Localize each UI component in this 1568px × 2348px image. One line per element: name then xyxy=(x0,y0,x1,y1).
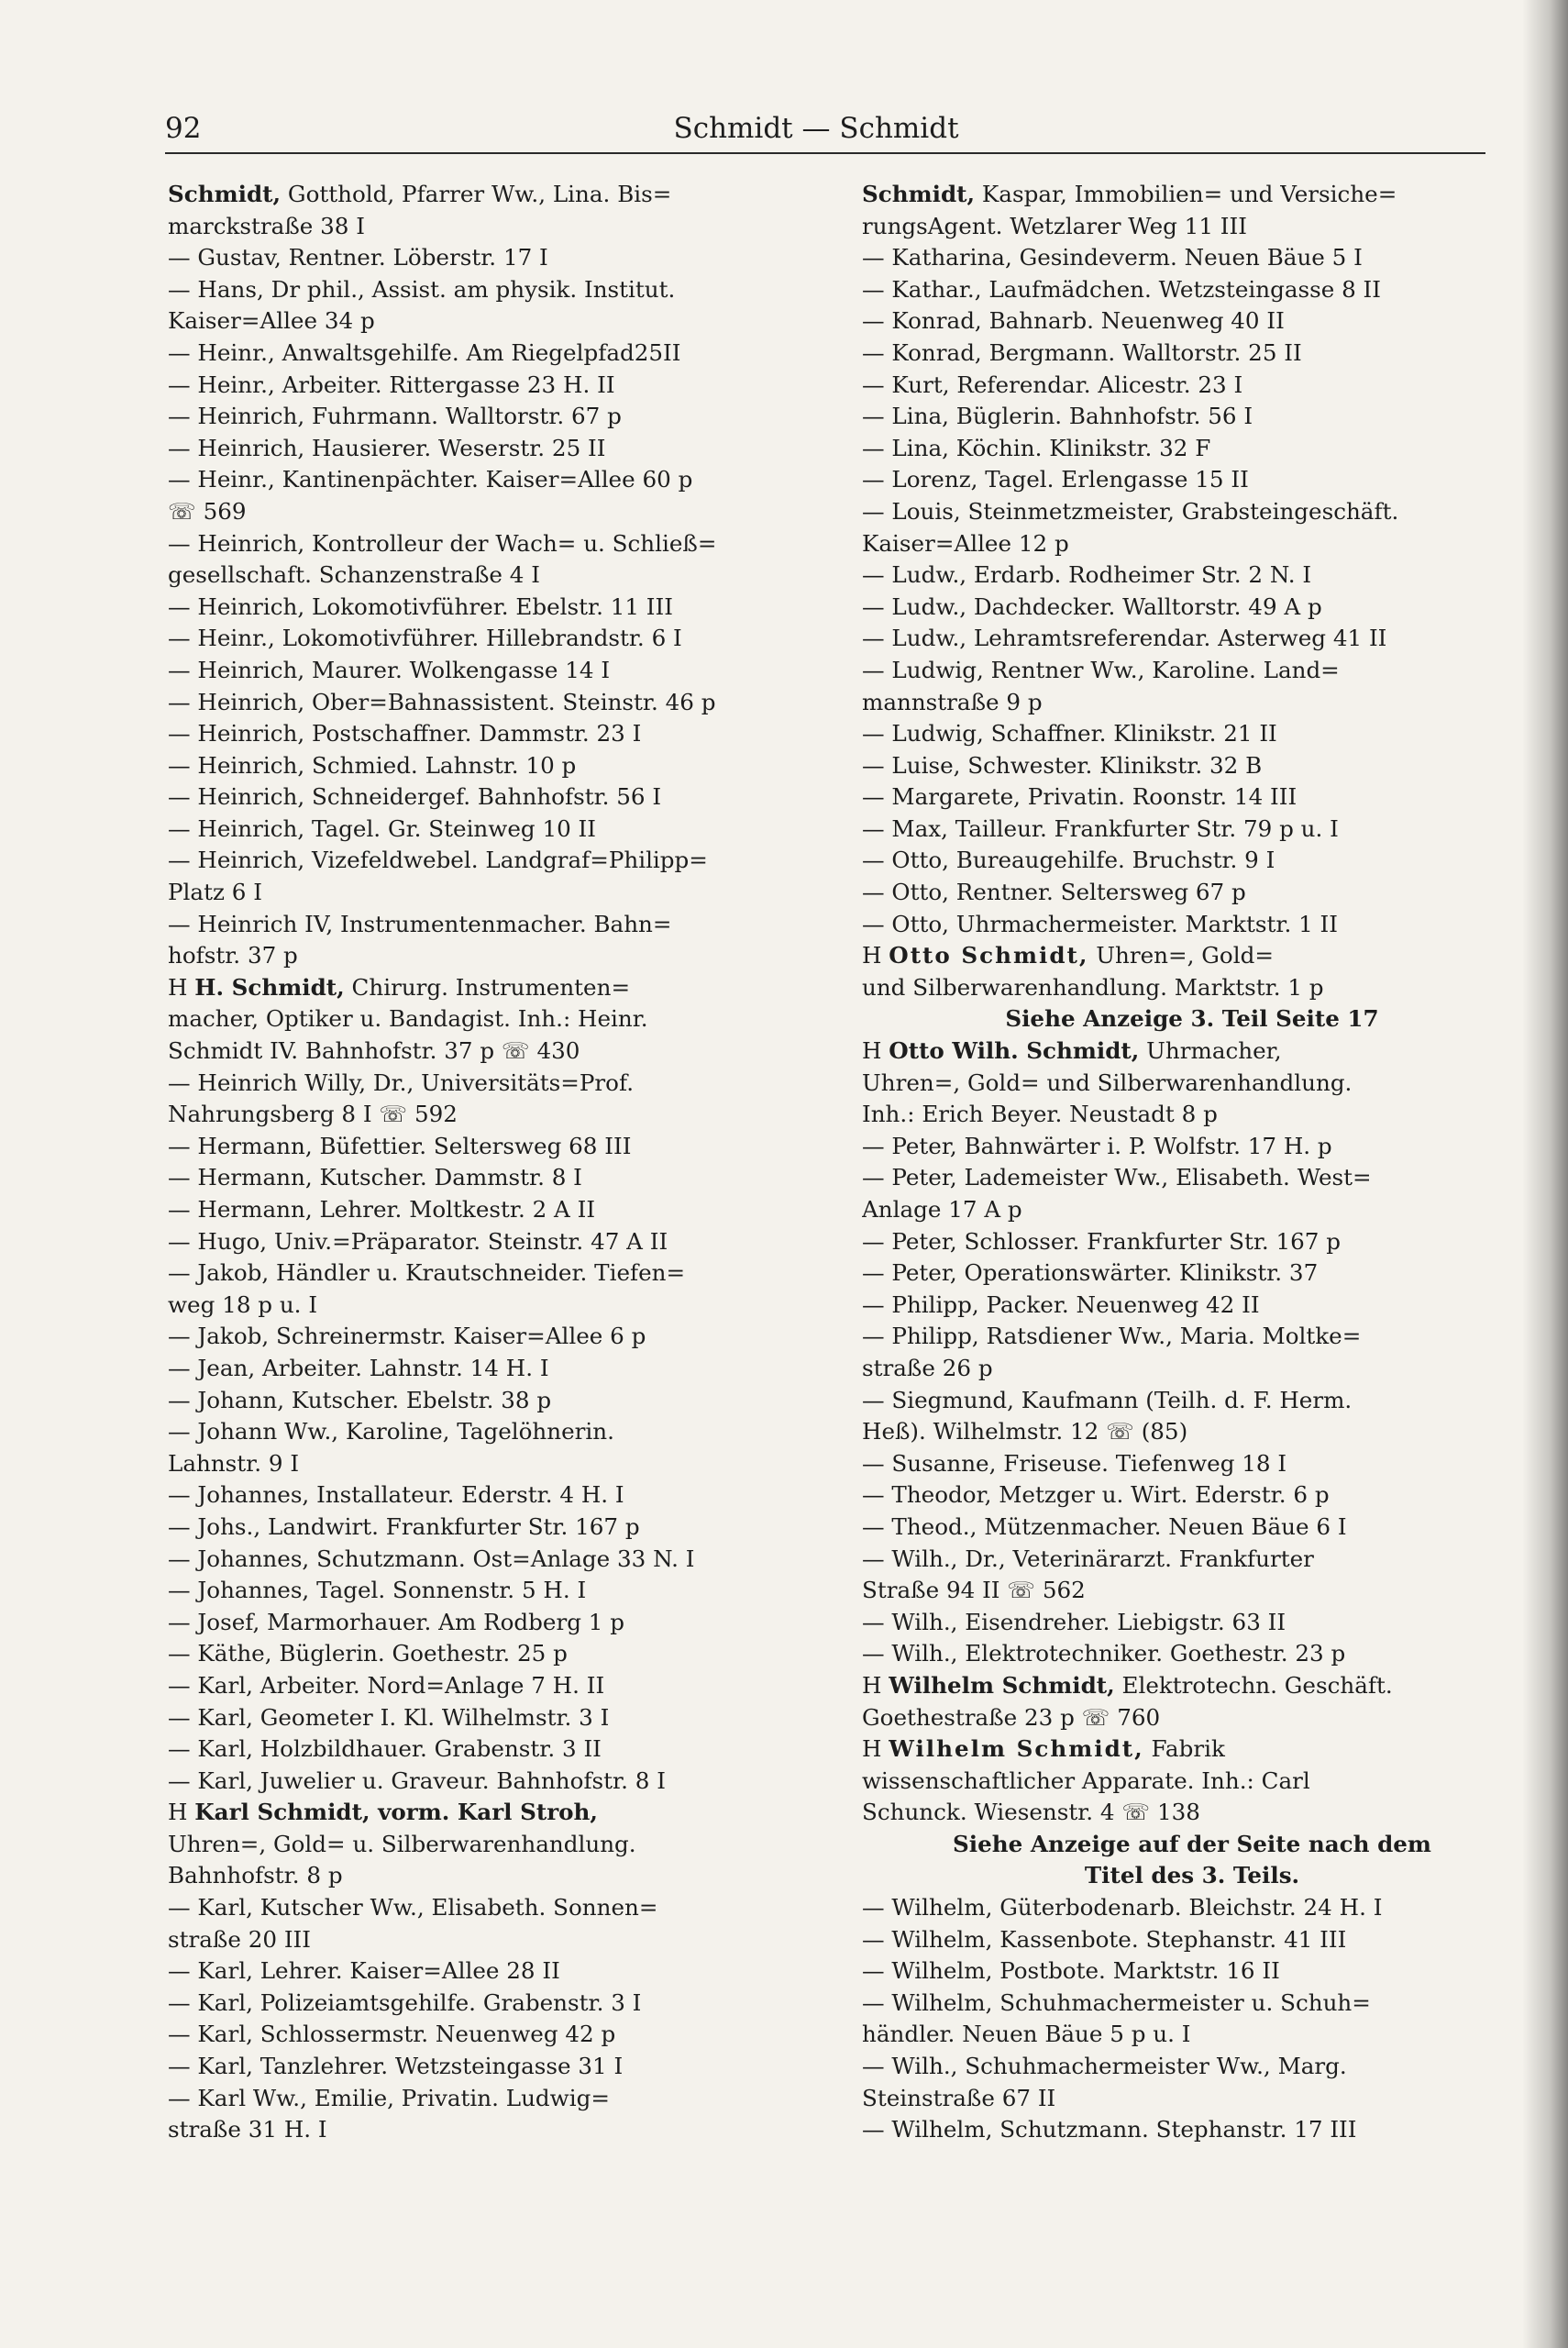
entry-text: — Max, Tailleur. Frankfurter Str. 79 p u. I xyxy=(862,814,1339,842)
entry-text: — Karl, Lehrer. Kaiser=Allee 28 II xyxy=(168,1957,560,1985)
entry-text: und Silberwarenhandlung. Marktstr. 1 p xyxy=(862,973,1324,1001)
entry-text: macher, Optiker u. Bandagist. Inh.: Heinr. xyxy=(168,1005,648,1033)
entry-text: straße 26 p xyxy=(862,1354,993,1381)
directory-entry-line xyxy=(168,1607,810,1639)
directory-entry-line xyxy=(168,1257,810,1290)
directory-entry-line xyxy=(168,1924,810,1956)
entry-text: händler. Neuen Bäue 5 p u. I xyxy=(862,2021,1191,2048)
entry-text: — Karl, Holzbildhauer. Grabenstr. 3 II xyxy=(168,1735,602,1763)
directory-entry-line xyxy=(862,1226,1522,1258)
directory-entry-line xyxy=(168,1290,810,1322)
directory-entry-line xyxy=(168,2051,810,2083)
entry-text: Lahnstr. 9 I xyxy=(168,1449,300,1477)
directory-entry-line xyxy=(168,750,810,782)
entry-text: — Hermann, Lehrer. Moltkestr. 2 A II xyxy=(168,1196,596,1223)
page-number: 92 xyxy=(165,112,202,145)
entry-name-bold: Schmidt, xyxy=(862,181,976,207)
directory-entry-line xyxy=(168,781,810,814)
directory-entry-line xyxy=(862,496,1522,528)
directory-entry-line xyxy=(862,1385,1522,1417)
directory-entry-line xyxy=(168,1068,810,1100)
directory-entry-line xyxy=(862,1575,1522,1607)
entry-text: — Jean, Arbeiter. Lahnstr. 14 H. I xyxy=(168,1354,549,1381)
directory-entry-line xyxy=(168,1162,810,1194)
directory-entry-line xyxy=(862,1860,1522,1892)
directory-entry-line xyxy=(862,1924,1522,1956)
entry-text: — Ludw., Erdarb. Rodheimer Str. 2 N. I xyxy=(862,561,1312,589)
entry-text: Gotthold, Pfarrer Ww., Lina. Bis= xyxy=(281,181,672,207)
entry-text: Kaiser=Allee 12 p xyxy=(862,529,1069,557)
entry-text: hofstr. 37 p xyxy=(168,942,298,969)
directory-entry-line xyxy=(862,718,1522,750)
entry-text: H xyxy=(862,1671,889,1699)
directory-entry-line xyxy=(862,1766,1522,1798)
left-column xyxy=(168,179,810,2146)
entry-text: — Philipp, Ratsdiener Ww., Maria. Moltke= xyxy=(862,1323,1362,1350)
directory-entry-line xyxy=(862,1448,1522,1480)
directory-entry-line xyxy=(862,1702,1522,1734)
directory-entry-line xyxy=(168,1448,810,1480)
entry-text: Uhren=, Gold= und Silberwarenhandlung. xyxy=(862,1069,1353,1096)
directory-entry-line xyxy=(168,655,810,687)
entry-text: Fabrik xyxy=(1143,1735,1225,1763)
directory-entry-line xyxy=(168,909,810,941)
directory-entry-line xyxy=(168,1733,810,1766)
entry-text: — Wilhelm, Schutzmann. Stephanstr. 17 III xyxy=(862,2116,1357,2143)
entry-text: — Karl, Tanzlehrer. Wetzsteingasse 31 I xyxy=(168,2053,624,2080)
entry-text: — Louis, Steinmetzmeister, Grabsteingeschäft. xyxy=(862,497,1399,525)
directory-entry-line xyxy=(862,1194,1522,1226)
entry-text: — Karl, Polizeiamtsgehilfe. Grabenstr. 3 I xyxy=(168,1988,642,2016)
directory-entry-line xyxy=(862,750,1522,782)
directory-entry-line xyxy=(862,1479,1522,1512)
entry-text: — Otto, Uhrmachermeister. Marktstr. 1 II xyxy=(862,910,1338,937)
entry-text: — Heinrich, Schneidergef. Bahnhofstr. 56 I xyxy=(168,783,662,811)
entry-text: — Johs., Landwirt. Frankfurter Str. 167 p xyxy=(168,1512,640,1540)
entry-text: — Karl, Schlossermstr. Neuenweg 42 p xyxy=(168,2021,616,2048)
directory-entry-line xyxy=(862,401,1522,433)
directory-entry-line xyxy=(168,814,810,846)
entry-text: — Kurt, Referendar. Alicestr. 23 I xyxy=(862,371,1243,398)
entry-name-bold: Titel des 3. Teils. xyxy=(1084,1862,1300,1889)
entry-text: — Konrad, Bergmann. Walltorstr. 25 II xyxy=(862,338,1302,366)
entry-text: H xyxy=(168,973,195,1001)
directory-entry-line xyxy=(862,1290,1522,1322)
directory-entry-line xyxy=(862,814,1522,846)
entry-text: Nahrungsberg 8 I ☏ 592 xyxy=(168,1101,458,1128)
directory-entry-line xyxy=(168,1988,810,2020)
directory-entry-line xyxy=(862,1733,1522,1766)
directory-entry-line xyxy=(862,1988,1522,2020)
entry-text: straße 20 III xyxy=(168,1925,311,1953)
directory-entry-line xyxy=(862,781,1522,814)
entry-text: Platz 6 I xyxy=(168,879,262,906)
entry-text: H xyxy=(168,1799,195,1826)
entry-text: H xyxy=(862,942,889,969)
entry-text: — Karl, Arbeiter. Nord=Anlage 7 H. II xyxy=(168,1671,605,1699)
entry-text: gesellschaft. Schanzenstraße 4 I xyxy=(168,561,540,589)
entry-text: — Margarete, Privatin. Roonstr. 14 III xyxy=(862,783,1297,811)
directory-entry-line xyxy=(168,2019,810,2051)
entry-text: — Karl Ww., Emilie, Privatin. Ludwig= xyxy=(168,2084,610,2111)
entry-text: — Johannes, Installateur. Ederstr. 4 H. I xyxy=(168,1481,624,1509)
directory-entry-line xyxy=(862,972,1522,1004)
entry-text: — Heinrich, Kontrolleur der Wach= u. Schließ= xyxy=(168,529,717,557)
directory-entry-line xyxy=(168,877,810,909)
entry-text: Straße 94 II ☏ 562 xyxy=(862,1577,1086,1604)
directory-entry-line xyxy=(862,1892,1522,1924)
directory-entry-line xyxy=(168,1321,810,1353)
entry-name-bold: Siehe Anzeige auf der Seite nach dem xyxy=(953,1830,1431,1857)
entry-text: — Hugo, Univ.=Präparator. Steinstr. 47 A II xyxy=(168,1227,668,1255)
entry-text: — Jakob, Schreinermstr. Kaiser=Allee 6 p xyxy=(168,1323,646,1350)
directory-entry-line xyxy=(862,1670,1522,1702)
entry-text: — Ludw., Lehramtsreferendar. Asterweg 41 II xyxy=(862,625,1387,652)
directory-entry-line xyxy=(168,1575,810,1607)
entry-text: Heß). Wilhelmstr. 12 ☏ (85) xyxy=(862,1418,1188,1445)
entry-text: — Heinrich Willy, Dr., Universitäts=Prof. xyxy=(168,1069,635,1096)
entry-name-bold: H. Schmidt, xyxy=(194,973,345,1001)
directory-entry-line xyxy=(862,592,1522,624)
entry-text: — Käthe, Büglerin. Goethestr. 25 p xyxy=(168,1640,568,1667)
entry-text: Schmidt IV. Bahnhofstr. 37 p ☏ 430 xyxy=(168,1037,580,1065)
entry-text: — Siegmund, Kaufmann (Teilh. d. F. Herm. xyxy=(862,1386,1353,1413)
entry-text: — Karl, Kutscher Ww., Elisabeth. Sonnen= xyxy=(168,1894,658,1922)
entry-text: — Peter, Bahnwärter i. P. Wolfstr. 17 H. p xyxy=(862,1132,1332,1159)
directory-entry-line xyxy=(168,464,810,496)
entry-text: — Wilhelm, Kassenbote. Stephanstr. 41 III xyxy=(862,1925,1347,1953)
directory-entry-line xyxy=(862,528,1522,560)
right-column xyxy=(862,179,1522,2146)
entry-name-bold: Otto Schmidt, xyxy=(889,942,1089,969)
entry-text: — Peter, Schlosser. Frankfurter Str. 167 p xyxy=(862,1227,1342,1255)
directory-entry-line xyxy=(862,1607,1522,1639)
directory-entry-line xyxy=(862,1955,1522,1988)
entry-text: Goethestraße 23 p ☏ 760 xyxy=(862,1703,1161,1731)
entry-text: — Wilhelm, Güterbodenarb. Bleichstr. 24 H. I xyxy=(862,1894,1383,1922)
directory-entry-line xyxy=(168,1036,810,1068)
directory-entry-line xyxy=(862,559,1522,592)
directory-entry-line xyxy=(168,211,810,243)
entry-text: — Wilh., Dr., Veterinärarzt. Frankfurter xyxy=(862,1545,1314,1572)
directory-entry-line xyxy=(168,1353,810,1385)
entry-text: — Kathar., Laufmädchen. Wetzsteingasse 8 II xyxy=(862,275,1381,303)
entry-text: — Heinr., Kantinenpächter. Kaiser=Allee 60 p xyxy=(168,466,693,493)
entry-text: — Luise, Schwester. Klinikstr. 32 B xyxy=(862,751,1263,779)
entry-text: — Heinrich IV, Instrumentenmacher. Bahn= xyxy=(168,910,672,937)
entry-text: — Hermann, Büfettier. Seltersweg 68 III xyxy=(168,1132,632,1159)
directory-entry-line xyxy=(168,1099,810,1131)
entry-text: H xyxy=(862,1735,889,1763)
directory-entry-line xyxy=(168,401,810,433)
entry-text: — Ludw., Dachdecker. Walltorstr. 49 A p xyxy=(862,593,1322,620)
directory-entry-line xyxy=(862,370,1522,402)
header-rule xyxy=(165,152,1485,154)
directory-entry-line xyxy=(168,1194,810,1226)
directory-entry-line xyxy=(168,274,810,306)
entry-text: — Heinrich, Vizefeldwebel. Landgraf=Philipp= xyxy=(168,847,708,874)
entry-text: — Wilh., Schuhmachermeister Ww., Marg. xyxy=(862,2053,1347,2080)
entry-text: — Wilhelm, Schuhmachermeister u. Schuh= xyxy=(862,1988,1371,2016)
entry-text: — Karl, Juwelier u. Graveur. Bahnhofstr. 8 I xyxy=(168,1767,666,1794)
directory-entry-line xyxy=(168,496,810,528)
directory-entry-line xyxy=(862,940,1522,972)
entry-text: — Peter, Operationswärter. Klinikstr. 37 xyxy=(862,1259,1319,1287)
entry-text: Schunck. Wiesenstr. 4 ☏ 138 xyxy=(862,1799,1200,1826)
entry-text: — Jakob, Händler u. Krautschneider. Tiefen= xyxy=(168,1259,686,1287)
directory-entry-line xyxy=(862,211,1522,243)
directory-entry-line xyxy=(168,592,810,624)
directory-entry-line xyxy=(862,242,1522,274)
directory-entry-line xyxy=(862,909,1522,941)
directory-entry-line xyxy=(862,1131,1522,1163)
entry-text: weg 18 p u. I xyxy=(168,1290,318,1318)
directory-entry-line xyxy=(862,877,1522,909)
directory-entry-line xyxy=(862,2114,1522,2146)
directory-entry-line xyxy=(168,1766,810,1798)
directory-entry-line xyxy=(168,1892,810,1924)
directory-entry-line xyxy=(862,338,1522,370)
directory-entry-line xyxy=(862,1162,1522,1194)
entry-text: straße 31 H. I xyxy=(168,2116,327,2143)
entry-text: Inh.: Erich Beyer. Neustadt 8 p xyxy=(862,1101,1218,1128)
directory-entry-line xyxy=(168,305,810,338)
entry-text: mannstraße 9 p xyxy=(862,688,1043,715)
running-head: Schmidt — Schmidt xyxy=(673,112,959,145)
entry-text: — Ludwig, Rentner Ww., Karoline. Land= xyxy=(862,656,1340,683)
entry-text: — Johannes, Tagel. Sonnenstr. 5 H. I xyxy=(168,1577,587,1604)
entry-text: — Johann, Kutscher. Ebelstr. 38 p xyxy=(168,1386,552,1413)
entry-text: — Johann Ww., Karoline, Tagelöhnerin. xyxy=(168,1418,614,1445)
directory-entry-line xyxy=(862,845,1522,877)
directory-entry-line xyxy=(862,179,1522,211)
directory-entry-line xyxy=(862,305,1522,338)
directory-entry-line xyxy=(168,433,810,465)
entry-text: — Heinrich, Lokomotivführer. Ebelstr. 11 III xyxy=(168,593,673,620)
directory-entry-line xyxy=(862,2051,1522,2083)
directory-entry-line xyxy=(168,1638,810,1670)
directory-entry-line xyxy=(168,2083,810,2115)
directory-entry-line xyxy=(862,274,1522,306)
entry-text: — Wilh., Eisendreher. Liebigstr. 63 II xyxy=(862,1608,1286,1635)
entry-text: — Susanne, Friseuse. Tiefenweg 18 I xyxy=(862,1449,1287,1477)
directory-entry-line xyxy=(168,1670,810,1702)
directory-entry-line xyxy=(168,623,810,655)
entry-text: — Katharina, Gesindeverm. Neuen Bäue 5 I xyxy=(862,244,1363,271)
directory-entry-line xyxy=(862,1003,1522,1036)
entry-text: — Otto, Bureaugehilfe. Bruchstr. 9 I xyxy=(862,847,1275,874)
directory-entry-line xyxy=(168,370,810,402)
entry-text: — Josef, Marmorhauer. Am Rodberg 1 p xyxy=(168,1608,624,1635)
entry-text: Bahnhofstr. 8 p xyxy=(168,1862,343,1889)
directory-entry-line xyxy=(168,1003,810,1036)
entry-text: — Wilh., Elektrotechniker. Goethestr. 23 p xyxy=(862,1640,1346,1667)
directory-entry-line xyxy=(862,1099,1522,1131)
entry-text: — Heinrich, Postschaffner. Dammstr. 23 I xyxy=(168,720,642,748)
directory-entry-line xyxy=(168,242,810,274)
directory-entry-line xyxy=(862,1257,1522,1290)
directory-entry-line xyxy=(168,718,810,750)
directory-entry-line xyxy=(168,1955,810,1988)
directory-entry-line xyxy=(168,1544,810,1576)
entry-text: Kaiser=Allee 34 p xyxy=(168,307,375,335)
entry-name-bold: Wilhelm Schmidt, xyxy=(889,1735,1144,1763)
directory-entry-line xyxy=(862,1544,1522,1576)
entry-text: — Hermann, Kutscher. Dammstr. 8 I xyxy=(168,1164,582,1191)
directory-entry-line xyxy=(862,1353,1522,1385)
entry-text: — Karl, Geometer I. Kl. Wilhelmstr. 3 I xyxy=(168,1703,610,1731)
directory-entry-line xyxy=(862,1416,1522,1448)
entry-text: — Ludwig, Schaffner. Klinikstr. 21 II xyxy=(862,720,1277,748)
entry-text: — Lorenz, Tagel. Erlengasse 15 II xyxy=(862,466,1249,493)
directory-entry-line xyxy=(168,559,810,592)
page-edge-shadow xyxy=(1522,0,1568,2348)
entry-text: — Johannes, Schutzmann. Ost=Anlage 33 N. I xyxy=(168,1545,695,1572)
entry-text: Uhrmacher, xyxy=(1139,1037,1282,1065)
directory-entry-line xyxy=(862,1321,1522,1353)
directory-entry-line xyxy=(862,1797,1522,1829)
directory-entry-line xyxy=(168,1416,810,1448)
entry-text: — Heinr., Arbeiter. Rittergasse 23 H. II xyxy=(168,371,615,398)
directory-entry-line xyxy=(168,1860,810,1892)
directory-entry-line xyxy=(862,1036,1522,1068)
entry-text: — Wilhelm, Postbote. Marktstr. 16 II xyxy=(862,1957,1280,1985)
entry-text: ☏ 569 xyxy=(168,497,247,525)
directory-entry-line xyxy=(862,433,1522,465)
directory-entry-line xyxy=(862,1512,1522,1544)
entry-text: — Heinr., Lokomotivführer. Hillebrandstr. 6 I xyxy=(168,625,682,652)
entry-name-bold: Wilhelm Schmidt, xyxy=(889,1671,1115,1699)
directory-entry-line xyxy=(168,1479,810,1512)
directory-entry-line xyxy=(168,338,810,370)
directory-entry-line xyxy=(168,2114,810,2146)
entry-text: — Heinrich, Schmied. Lahnstr. 10 p xyxy=(168,751,577,779)
entry-text: — Peter, Lademeister Ww., Elisabeth. West= xyxy=(862,1164,1372,1191)
directory-entry-line xyxy=(862,1829,1522,1861)
directory-entry-line xyxy=(168,528,810,560)
entry-text: — Heinrich, Hausierer. Weserstr. 25 II xyxy=(168,434,606,461)
entry-text: Anlage 17 A p xyxy=(862,1196,1022,1223)
entry-text: — Heinrich, Ober=Bahnassistent. Steinstr. 46 p xyxy=(168,688,716,715)
directory-entry-line xyxy=(862,2019,1522,2051)
entry-text: — Otto, Rentner. Seltersweg 67 p xyxy=(862,879,1246,906)
directory-entry-line xyxy=(168,1131,810,1163)
directory-entry-line xyxy=(862,2083,1522,2115)
directory-entry-line xyxy=(168,1512,810,1544)
directory-entry-line xyxy=(168,972,810,1004)
page-header xyxy=(165,108,1467,149)
entry-text: Kaspar, Immobilien= und Versiche= xyxy=(975,181,1397,207)
entry-text: — Philipp, Packer. Neuenweg 42 II xyxy=(862,1290,1260,1318)
entry-text: — Konrad, Bahnarb. Neuenweg 40 II xyxy=(862,307,1285,335)
directory-entry-line xyxy=(862,687,1522,719)
directory-entry-line xyxy=(168,1385,810,1417)
entry-text: — Theod., Mützenmacher. Neuen Bäue 6 I xyxy=(862,1512,1347,1540)
entry-text: — Heinrich, Tagel. Gr. Steinweg 10 II xyxy=(168,814,596,842)
entry-text: Uhren=, Gold= xyxy=(1088,942,1274,969)
entry-text: Steinstraße 67 II xyxy=(862,2084,1056,2111)
directory-entry-line xyxy=(168,687,810,719)
entry-text: — Lina, Köchin. Klinikstr. 32 F xyxy=(862,434,1211,461)
entry-text: Uhren=, Gold= u. Silberwarenhandlung. xyxy=(168,1830,636,1857)
directory-entry-line xyxy=(168,940,810,972)
directory-entry-line xyxy=(168,1226,810,1258)
directory-entry-line xyxy=(168,845,810,877)
directory-entry-line xyxy=(168,1702,810,1734)
directory-entry-line xyxy=(168,1829,810,1861)
entry-text: rungsAgent. Wetzlarer Weg 11 III xyxy=(862,212,1247,239)
directory-entry-line xyxy=(862,623,1522,655)
entry-text: — Heinrich, Maurer. Wolkengasse 14 I xyxy=(168,656,611,683)
entry-text: — Lina, Büglerin. Bahnhofstr. 56 I xyxy=(862,403,1253,430)
entry-text: — Gustav, Rentner. Löberstr. 17 I xyxy=(168,244,548,271)
entry-text: — Hans, Dr phil., Assist. am physik. Institut. xyxy=(168,275,676,303)
directory-entry-line xyxy=(862,1638,1522,1670)
entry-text: — Heinr., Anwaltsgehilfe. Am Riegelpfad25II xyxy=(168,338,681,366)
directory-entry-line xyxy=(168,1797,810,1829)
directory-entry-line xyxy=(168,179,810,211)
directory-entry-line xyxy=(862,655,1522,687)
entry-text: — Theodor, Metzger u. Wirt. Ederstr. 6 p xyxy=(862,1481,1330,1509)
entry-text: Chirurg. Instrumenten= xyxy=(344,973,631,1001)
entry-text: — Heinrich, Fuhrmann. Walltorstr. 67 p xyxy=(168,403,622,430)
entry-text: Elektrotechn. Geschäft. xyxy=(1114,1671,1393,1699)
entry-name-bold: Schmidt, xyxy=(168,181,282,207)
entry-name-bold: Karl Schmidt, vorm. Karl Stroh, xyxy=(194,1799,598,1826)
entry-name-bold: Otto Wilh. Schmidt, xyxy=(889,1037,1140,1065)
entry-text: marckstraße 38 I xyxy=(168,212,365,239)
entry-text: wissenschaftlicher Apparate. Inh.: Carl xyxy=(862,1767,1310,1794)
directory-entry-line xyxy=(862,1068,1522,1100)
entry-text: H xyxy=(862,1037,889,1065)
directory-entry-line xyxy=(862,464,1522,496)
entry-name-bold: Siehe Anzeige 3. Teil Seite 17 xyxy=(1005,1005,1379,1033)
